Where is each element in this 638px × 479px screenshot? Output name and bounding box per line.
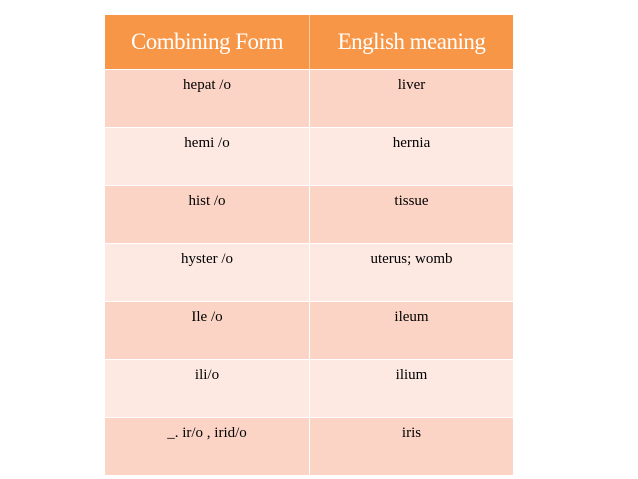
combining-form-cell: hepat /o bbox=[105, 70, 310, 127]
combining-form-cell: Ile /o bbox=[105, 302, 310, 359]
table-row bbox=[105, 69, 513, 127]
terminology-table bbox=[105, 15, 513, 475]
meaning-cell: ilium bbox=[395, 367, 428, 383]
table-row bbox=[105, 243, 513, 301]
table-row bbox=[105, 417, 513, 475]
meaning-cell: ileum bbox=[394, 309, 429, 325]
meaning-cell: uterus; womb bbox=[370, 251, 453, 267]
table-row bbox=[105, 359, 513, 417]
combining-form-cell: hemi /o bbox=[105, 128, 310, 185]
table-row bbox=[105, 185, 513, 243]
meaning-cell: hernia bbox=[392, 135, 431, 151]
table-row bbox=[105, 127, 513, 185]
meaning-cell: tissue bbox=[394, 193, 429, 209]
meaning-cell: liver bbox=[397, 77, 426, 93]
combining-form-cell: ili/o bbox=[105, 360, 310, 417]
table-row bbox=[105, 301, 513, 359]
header-combining-form: Combining Form bbox=[105, 15, 310, 69]
combining-form-cell: hyster /o bbox=[105, 244, 310, 301]
combining-form-cell: hist /o bbox=[105, 186, 310, 243]
meaning-cell: iris bbox=[401, 425, 422, 441]
combining-form-cell: _. ir/o , irid/o bbox=[105, 418, 310, 475]
header-english-meaning: English meaning bbox=[337, 29, 486, 54]
table-header-row bbox=[105, 15, 513, 69]
